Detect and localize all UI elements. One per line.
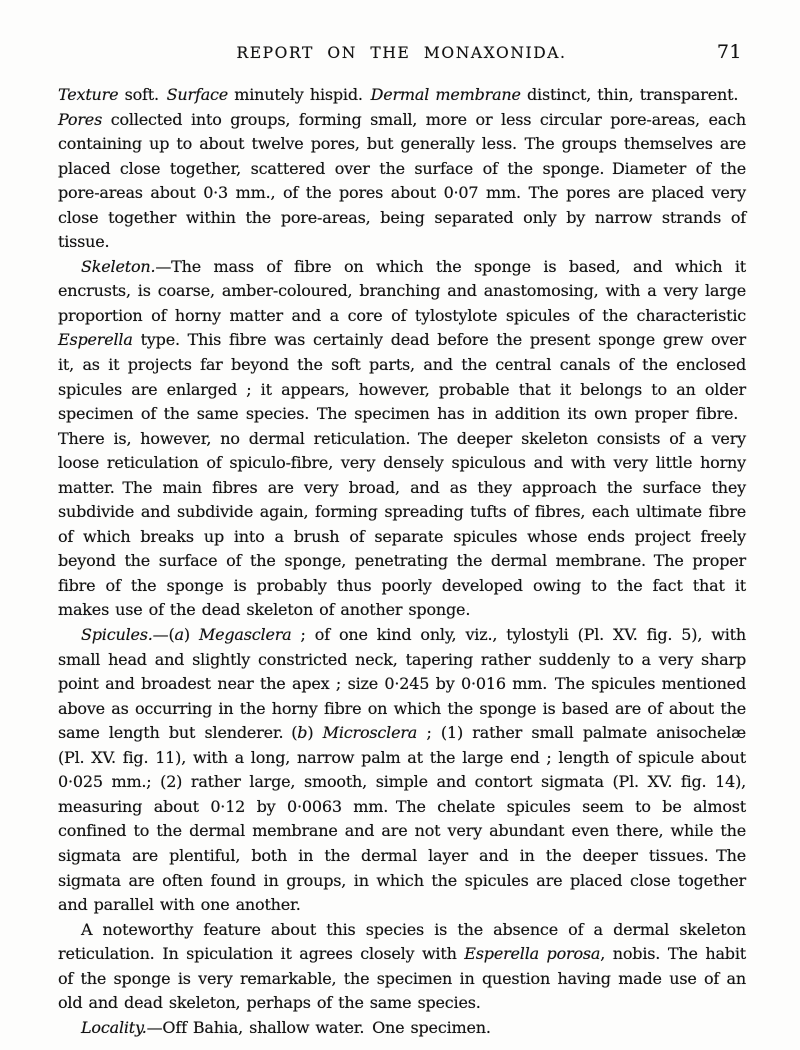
text-run: ) xyxy=(307,723,323,743)
paragraph xyxy=(58,83,746,255)
text-run: A noteworthy feature about this species is the absence of a dermal skeleton reticulation. In spiculation it agrees closely with xyxy=(58,919,746,964)
italic-text-run: Spicules. xyxy=(81,625,153,645)
italic-text-run: Dermal membrane xyxy=(370,85,521,104)
italic-text-run: a xyxy=(174,625,184,645)
text-run: , nobis. The habit of the sponge is very remarkable, the specimen in question having made use of an old and dead skeleton, perhaps of the same species. xyxy=(58,944,746,1013)
running-head-title: REPORT ON THE MONAXONIDA. xyxy=(236,44,567,62)
italic-text-run: Texture xyxy=(58,85,119,104)
text-run: distinct, thin, transparent. xyxy=(520,85,746,104)
italic-text-run: Esperella xyxy=(58,330,133,350)
page-header xyxy=(58,41,745,68)
italic-text-run: Esperella porosa xyxy=(464,944,601,964)
paragraph xyxy=(58,1016,746,1041)
text-run: —Off Bahia, shallow water. One specimen. xyxy=(146,1017,491,1037)
italic-text-run: Locality. xyxy=(81,1017,147,1037)
text-run: ) xyxy=(183,625,199,645)
italic-text-run: Surface xyxy=(166,85,229,104)
text-run: minutely hispid. xyxy=(228,85,371,104)
italic-text-run: Pores xyxy=(58,109,103,129)
italic-text-run: Skeleton. xyxy=(81,256,156,276)
text-run: ; of one kind only, viz., tylostyli (Pl. XV. fig. 5), with small head and slightly constricted neck, tapering rather suddenly to a very sharp point and broadest near the apex ; size 0·245 by 0·016 mm. The spicules mentioned above as occurring in the horny fibre on which the sponge is based are of about the same length but slenderer. ( xyxy=(58,625,746,743)
page-number: 71 xyxy=(716,41,742,63)
page-body xyxy=(58,83,746,1040)
paragraph xyxy=(58,623,746,918)
italic-text-run: b xyxy=(297,723,308,743)
text-run: collected into groups, forming small, more or less circular pore-areas, each containing up to about twelve pores, but generally less. The groups themselves are placed close together, scattered over the surface of the sponge. Diameter of the pore-areas about 0·3 mm., of the pores about 0·07 mm. The pores are placed very close together within the pore-areas, being separated only by narrow strands of tissue. xyxy=(58,109,746,252)
text-run: type. This fibre was certainly dead before the present sponge grew over it, as it projects far beyond the soft parts, and the central canals of the enclosed spicules are enlarged ; it appears, however, probable that it belongs to an older specimen of the same species. The specimen has in addition its own proper fibre. There is, however, no dermal reticulation. The deeper skeleton consists of a very loose reticulation of spiculo-fibre, very densely spiculous and with very little horny matter. The main fibres are very broad, and as they approach the surface they subdivide and subdivide again, forming spreading tufts of fibres, each ultimate fibre of which breaks up into a brush of separate spicules whose ends project freely beyond the surface of the sponge, penetrating the dermal membrane. The proper fibre of the sponge is probably thus poorly developed owing to the fact that it makes use of the dead skeleton of another sponge. xyxy=(58,330,746,620)
paragraph xyxy=(58,918,746,1016)
text-run: soft. xyxy=(118,85,167,104)
italic-text-run: Microsclera xyxy=(322,723,418,743)
paragraph xyxy=(58,255,746,623)
text-run: ; (1) rather small palmate anisochelæ (Pl. XV. fig. 11), with a long, narrow palm at the large end ; length of spicule about 0·025 mm.; (2) rather large, smooth, simple and contort sigmata (Pl. XV. fig. 14), measuring about 0·12 by 0·0063 mm. The chelate spicules seem to be almost confined to the dermal membrane and are not very abundant even there, while the sigmata are plentiful, both in the dermal layer and in the deeper tissues. The sigmata are often found in groups, in which the spicules are placed close together and parallel with one another. xyxy=(58,723,746,915)
italic-text-run: Megasclera xyxy=(198,625,292,645)
text-run: —( xyxy=(152,625,175,645)
text-run: —The mass of fibre on which the sponge is based, and which it encrusts, is coarse, amber-coloured, branching and anastomosing, with a very large proportion of horny matter and a core of tylostylote spicules of the characteristic xyxy=(58,256,746,325)
